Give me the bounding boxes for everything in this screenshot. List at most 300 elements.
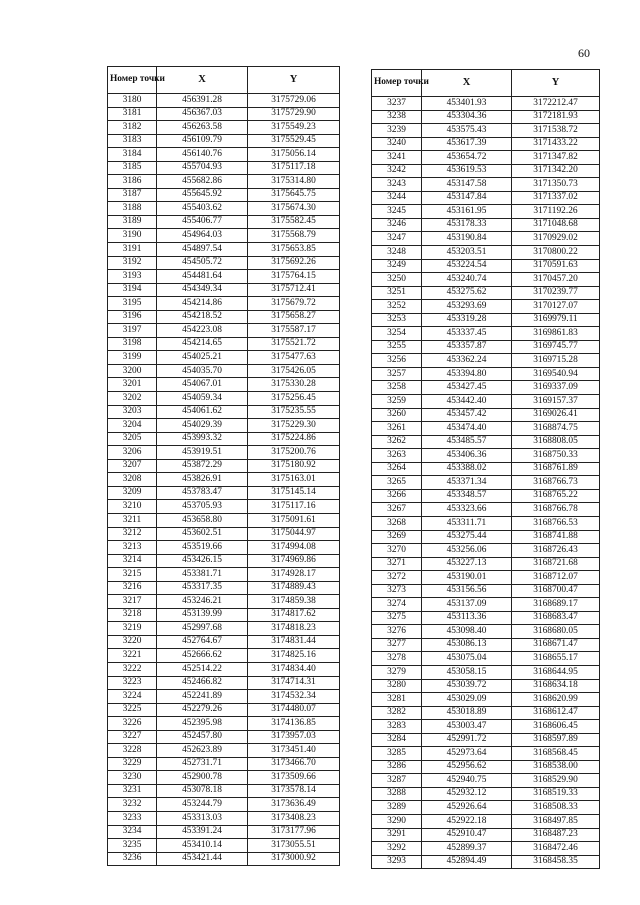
table-row [372, 395, 600, 409]
x-cell: 453519.66 [157, 541, 248, 555]
point-number-cell: 3184 [108, 148, 157, 162]
point-number-cell: 3262 [372, 435, 422, 449]
point-number-cell: 3264 [372, 462, 422, 476]
y-cell: 3173957.03 [248, 730, 340, 744]
table-row [108, 513, 340, 527]
y-cell: 3168508.33 [512, 801, 600, 815]
point-number-cell: 3285 [372, 747, 422, 761]
x-cell: 453311.71 [422, 516, 512, 530]
x-cell: 453039.72 [422, 679, 512, 693]
point-number-cell: 3268 [372, 516, 422, 530]
table-row [108, 595, 340, 609]
x-cell: 454897.54 [157, 243, 248, 257]
point-number-cell: 3215 [108, 568, 157, 582]
table-row [372, 340, 600, 354]
x-cell: 453075.04 [422, 652, 512, 666]
x-cell: 453406.36 [422, 449, 512, 463]
y-cell: 3175521.72 [248, 337, 340, 351]
x-cell: 452731.71 [157, 757, 248, 771]
table-row [372, 842, 600, 856]
y-cell: 3175764.15 [248, 270, 340, 284]
header-row [372, 70, 600, 97]
y-cell: 3168644.95 [512, 665, 600, 679]
x-cell: 453139.99 [157, 608, 248, 622]
table-row [372, 584, 600, 598]
x-cell: 452241.89 [157, 690, 248, 704]
point-number-cell: 3181 [108, 107, 157, 121]
point-number-cell: 3260 [372, 408, 422, 422]
x-cell: 452279.26 [157, 703, 248, 717]
table-row [108, 852, 340, 866]
table-row [108, 581, 340, 595]
table-row [108, 324, 340, 338]
x-cell: 452940.75 [422, 774, 512, 788]
table-row [108, 392, 340, 406]
table-row [108, 161, 340, 175]
table-row [372, 774, 600, 788]
y-cell: 3169861.83 [512, 327, 600, 341]
x-cell: 453203.51 [422, 246, 512, 260]
point-number-cell: 3281 [372, 693, 422, 707]
table-row [108, 839, 340, 853]
x-cell: 453319.28 [422, 313, 512, 327]
table-row [372, 191, 600, 205]
table-row [108, 405, 340, 419]
table-row [108, 608, 340, 622]
x-cell: 453147.84 [422, 191, 512, 205]
x-cell: 453086.13 [422, 638, 512, 652]
table-row [372, 801, 600, 815]
x-cell: 455406.77 [157, 215, 248, 229]
point-number-cell: 3241 [372, 151, 422, 165]
x-cell: 452926.64 [422, 801, 512, 815]
point-number-cell: 3188 [108, 202, 157, 216]
y-cell: 3170239.77 [512, 286, 600, 300]
table-row [108, 283, 340, 297]
point-number-cell: 3222 [108, 662, 157, 676]
x-cell: 453058.15 [422, 665, 512, 679]
y-cell: 3175117.18 [248, 161, 340, 175]
table-row [108, 771, 340, 785]
x-cell: 454059.34 [157, 392, 248, 406]
y-cell: 3168765.22 [512, 489, 600, 503]
x-cell: 453381.71 [157, 568, 248, 582]
point-number-cell: 3237 [372, 97, 422, 111]
x-cell: 453426.15 [157, 554, 248, 568]
table-row [372, 449, 600, 463]
table-row [372, 760, 600, 774]
table-row [108, 527, 340, 541]
x-cell: 453427.45 [422, 381, 512, 395]
x-cell: 453388.02 [422, 462, 512, 476]
y-cell: 3171337.02 [512, 191, 600, 205]
y-cell: 3174994.08 [248, 541, 340, 555]
y-cell: 3175587.17 [248, 324, 340, 338]
point-number-cell: 3289 [372, 801, 422, 815]
x-cell: 456109.79 [157, 134, 248, 148]
y-cell: 3168761.89 [512, 462, 600, 476]
x-cell: 454505.72 [157, 256, 248, 270]
y-cell: 3173451.40 [248, 744, 340, 758]
y-cell: 3168620.99 [512, 693, 600, 707]
table-row [108, 419, 340, 433]
point-number-cell: 3213 [108, 541, 157, 555]
point-number-cell: 3216 [108, 581, 157, 595]
x-cell: 452395.98 [157, 717, 248, 731]
x-cell: 454214.86 [157, 297, 248, 311]
x-cell: 452514.22 [157, 662, 248, 676]
point-number-cell: 3233 [108, 811, 157, 825]
x-cell: 453658.80 [157, 513, 248, 527]
table-row [372, 367, 600, 381]
point-number-cell: 3275 [372, 611, 422, 625]
x-cell: 453190.01 [422, 571, 512, 585]
point-number-cell: 3228 [108, 744, 157, 758]
point-number-cell: 3274 [372, 598, 422, 612]
x-cell: 453337.45 [422, 327, 512, 341]
table-row [108, 94, 340, 108]
x-cell: 452956.62 [422, 760, 512, 774]
x-cell: 452899.37 [422, 842, 512, 856]
x-cell: 453783.47 [157, 486, 248, 500]
point-number-cell: 3218 [108, 608, 157, 622]
point-number-cell: 3232 [108, 798, 157, 812]
point-number-cell: 3198 [108, 337, 157, 351]
y-cell: 3170800.22 [512, 246, 600, 260]
y-cell: 3175229.30 [248, 419, 340, 433]
point-number-cell: 3205 [108, 432, 157, 446]
point-number-cell: 3286 [372, 760, 422, 774]
y-cell: 3168766.53 [512, 516, 600, 530]
x-cell: 453474.40 [422, 422, 512, 436]
y-cell: 3175256.45 [248, 392, 340, 406]
x-cell: 453178.33 [422, 218, 512, 232]
x-cell: 454964.03 [157, 229, 248, 243]
point-number-cell: 3256 [372, 354, 422, 368]
point-number-cell: 3203 [108, 405, 157, 419]
y-cell: 3175145.14 [248, 486, 340, 500]
y-cell: 3175235.55 [248, 405, 340, 419]
point-number-cell: 3288 [372, 787, 422, 801]
point-number-cell: 3236 [108, 852, 157, 866]
point-number-cell: 3183 [108, 134, 157, 148]
table-row [108, 229, 340, 243]
point-number-cell: 3217 [108, 595, 157, 609]
point-number-cell: 3250 [372, 273, 422, 287]
y-cell: 3170457.20 [512, 273, 600, 287]
y-cell: 3169026.41 [512, 408, 600, 422]
y-cell: 3168497.85 [512, 814, 600, 828]
y-cell: 3175477.63 [248, 351, 340, 365]
point-number-cell: 3200 [108, 364, 157, 378]
point-number-cell: 3202 [108, 392, 157, 406]
x-cell: 452932.12 [422, 787, 512, 801]
point-number-cell: 3257 [372, 367, 422, 381]
x-cell: 452764.67 [157, 635, 248, 649]
x-cell: 453993.32 [157, 432, 248, 446]
point-number-cell: 3191 [108, 243, 157, 257]
table-row [108, 649, 340, 663]
point-number-cell: 3182 [108, 121, 157, 135]
point-number-cell: 3258 [372, 381, 422, 395]
table-row [108, 134, 340, 148]
table-row [108, 676, 340, 690]
table-row [372, 557, 600, 571]
point-number-cell: 3246 [372, 218, 422, 232]
y-cell: 3174928.17 [248, 568, 340, 582]
table-row [108, 554, 340, 568]
y-cell: 3171433.22 [512, 137, 600, 151]
point-number-cell: 3243 [372, 178, 422, 192]
header-row [108, 67, 340, 94]
x-cell: 452894.49 [422, 855, 512, 869]
x-cell: 452457.80 [157, 730, 248, 744]
table-row [372, 489, 600, 503]
point-number-cell: 3229 [108, 757, 157, 771]
y-cell: 3168597.89 [512, 733, 600, 747]
x-cell: 454029.39 [157, 419, 248, 433]
x-cell: 453401.93 [422, 97, 512, 111]
point-number-cell: 3204 [108, 419, 157, 433]
y-cell: 3171342.20 [512, 164, 600, 178]
table-row [108, 690, 340, 704]
table-row [372, 462, 600, 476]
y-cell: 3168529.90 [512, 774, 600, 788]
point-number-cell: 3284 [372, 733, 422, 747]
x-cell: 456391.28 [157, 94, 248, 108]
table-row [108, 825, 340, 839]
y-cell: 3175729.06 [248, 94, 340, 108]
y-cell: 3169979.11 [512, 313, 600, 327]
table-row [372, 300, 600, 314]
point-number-cell: 3190 [108, 229, 157, 243]
point-number-cell: 3186 [108, 175, 157, 189]
y-cell: 3175582.45 [248, 215, 340, 229]
table-row [108, 568, 340, 582]
table-row [108, 364, 340, 378]
x-cell: 452900.78 [157, 771, 248, 785]
x-cell: 453113.36 [422, 611, 512, 625]
y-cell: 3169337.09 [512, 381, 600, 395]
point-number-cell: 3265 [372, 476, 422, 490]
table-row [108, 215, 340, 229]
table-row [108, 662, 340, 676]
point-number-cell: 3209 [108, 486, 157, 500]
x-cell: 453029.09 [422, 693, 512, 707]
y-cell: 3171350.73 [512, 178, 600, 192]
table-row [108, 175, 340, 189]
y-cell: 3175330.28 [248, 378, 340, 392]
table-row [372, 733, 600, 747]
point-number-cell: 3253 [372, 313, 422, 327]
table-row [108, 107, 340, 121]
y-cell: 3170591.63 [512, 259, 600, 273]
point-number-cell: 3212 [108, 527, 157, 541]
point-number-cell: 3192 [108, 256, 157, 270]
point-number-cell: 3231 [108, 784, 157, 798]
point-number-cell: 3254 [372, 327, 422, 341]
y-cell: 3175163.01 [248, 473, 340, 487]
x-cell: 452666.62 [157, 649, 248, 663]
x-cell: 453190.84 [422, 232, 512, 246]
point-number-cell: 3206 [108, 446, 157, 460]
x-cell: 453705.93 [157, 500, 248, 514]
x-cell: 453313.03 [157, 811, 248, 825]
x-cell: 454067.01 [157, 378, 248, 392]
point-number-cell: 3180 [108, 94, 157, 108]
point-number-cell: 3259 [372, 395, 422, 409]
x-cell: 453457.42 [422, 408, 512, 422]
x-cell: 453442.40 [422, 395, 512, 409]
table-row [108, 473, 340, 487]
x-cell: 454349.34 [157, 283, 248, 297]
point-number-cell: 3263 [372, 449, 422, 463]
table-row [372, 408, 600, 422]
x-cell: 453421.44 [157, 852, 248, 866]
x-cell: 453078.18 [157, 784, 248, 798]
x-cell: 453602.51 [157, 527, 248, 541]
table-row [108, 717, 340, 731]
x-cell: 453410.14 [157, 839, 248, 853]
x-cell: 453362.24 [422, 354, 512, 368]
table-row [108, 297, 340, 311]
x-cell: 456263.58 [157, 121, 248, 135]
table-row [372, 530, 600, 544]
table-row [372, 625, 600, 639]
x-cell: 453485.57 [422, 435, 512, 449]
point-number-cell: 3270 [372, 544, 422, 558]
table-row [372, 652, 600, 666]
x-cell: 453826.91 [157, 473, 248, 487]
x-cell: 452991.72 [422, 733, 512, 747]
point-number-cell: 3293 [372, 855, 422, 869]
x-cell: 454035.70 [157, 364, 248, 378]
y-cell: 3173466.70 [248, 757, 340, 771]
table-row [108, 446, 340, 460]
y-cell: 3175529.45 [248, 134, 340, 148]
x-cell: 454061.62 [157, 405, 248, 419]
y-cell: 3172181.93 [512, 110, 600, 124]
y-cell: 3168726.43 [512, 544, 600, 558]
y-cell: 3171538.72 [512, 124, 600, 138]
x-cell: 453617.39 [422, 137, 512, 151]
y-cell: 3175658.27 [248, 310, 340, 324]
header-point-number: Номер точки [108, 67, 157, 94]
table-row [108, 256, 340, 270]
y-cell: 3174834.40 [248, 662, 340, 676]
y-cell: 3168721.68 [512, 557, 600, 571]
point-number-cell: 3291 [372, 828, 422, 842]
x-cell: 453323.66 [422, 503, 512, 517]
y-cell: 3175679.72 [248, 297, 340, 311]
table-row [372, 381, 600, 395]
x-cell: 453244.79 [157, 798, 248, 812]
table-row [108, 188, 340, 202]
y-cell: 3174889.43 [248, 581, 340, 595]
point-number-cell: 3240 [372, 137, 422, 151]
y-cell: 3168538.00 [512, 760, 600, 774]
x-cell: 453348.57 [422, 489, 512, 503]
table-row [372, 638, 600, 652]
table-row [372, 693, 600, 707]
table-row [108, 378, 340, 392]
table-row [372, 97, 600, 111]
table-row [108, 243, 340, 257]
x-cell: 453654.72 [422, 151, 512, 165]
table-row [372, 151, 600, 165]
point-number-cell: 3227 [108, 730, 157, 744]
y-cell: 3175653.85 [248, 243, 340, 257]
y-cell: 3173578.14 [248, 784, 340, 798]
y-cell: 3168458.35 [512, 855, 600, 869]
table-row [372, 218, 600, 232]
point-number-cell: 3290 [372, 814, 422, 828]
y-cell: 3172212.47 [512, 97, 600, 111]
y-cell: 3174818.23 [248, 622, 340, 636]
table-row [108, 310, 340, 324]
x-cell: 453275.44 [422, 530, 512, 544]
y-cell: 3173000.92 [248, 852, 340, 866]
point-number-cell: 3211 [108, 513, 157, 527]
x-cell: 454223.08 [157, 324, 248, 338]
point-number-cell: 3185 [108, 161, 157, 175]
y-cell: 3175692.26 [248, 256, 340, 270]
x-cell: 455704.93 [157, 161, 248, 175]
table-row [372, 679, 600, 693]
table-row [372, 665, 600, 679]
y-cell: 3175044.97 [248, 527, 340, 541]
table-row [108, 202, 340, 216]
x-cell: 452997.68 [157, 622, 248, 636]
x-cell: 453293.69 [422, 300, 512, 314]
table-row [372, 313, 600, 327]
table-row [372, 571, 600, 585]
table-row [108, 730, 340, 744]
y-cell: 3174480.07 [248, 703, 340, 717]
y-cell: 3168808.05 [512, 435, 600, 449]
x-cell: 455403.62 [157, 202, 248, 216]
table-row [108, 500, 340, 514]
x-cell: 453256.06 [422, 544, 512, 558]
y-cell: 3168472.46 [512, 842, 600, 856]
point-number-cell: 3221 [108, 649, 157, 663]
table-row [372, 286, 600, 300]
table-row [108, 270, 340, 284]
table-row [372, 137, 600, 151]
y-cell: 3168655.17 [512, 652, 600, 666]
y-cell: 3168874.75 [512, 422, 600, 436]
y-cell: 3175645.75 [248, 188, 340, 202]
table-row [372, 828, 600, 842]
table-row [108, 798, 340, 812]
table-row [108, 148, 340, 162]
point-number-cell: 3269 [372, 530, 422, 544]
table-row [372, 544, 600, 558]
y-cell: 3174817.62 [248, 608, 340, 622]
point-number-cell: 3276 [372, 625, 422, 639]
y-cell: 3171192.26 [512, 205, 600, 219]
y-cell: 3173408.23 [248, 811, 340, 825]
coordinates-table-left [107, 66, 340, 866]
y-cell: 3171347.82 [512, 151, 600, 165]
x-cell: 453391.24 [157, 825, 248, 839]
y-cell: 3175729.90 [248, 107, 340, 121]
x-cell: 455645.92 [157, 188, 248, 202]
table-row [108, 121, 340, 135]
y-cell: 3173055.51 [248, 839, 340, 853]
point-number-cell: 3199 [108, 351, 157, 365]
header-y: Y [512, 70, 600, 97]
